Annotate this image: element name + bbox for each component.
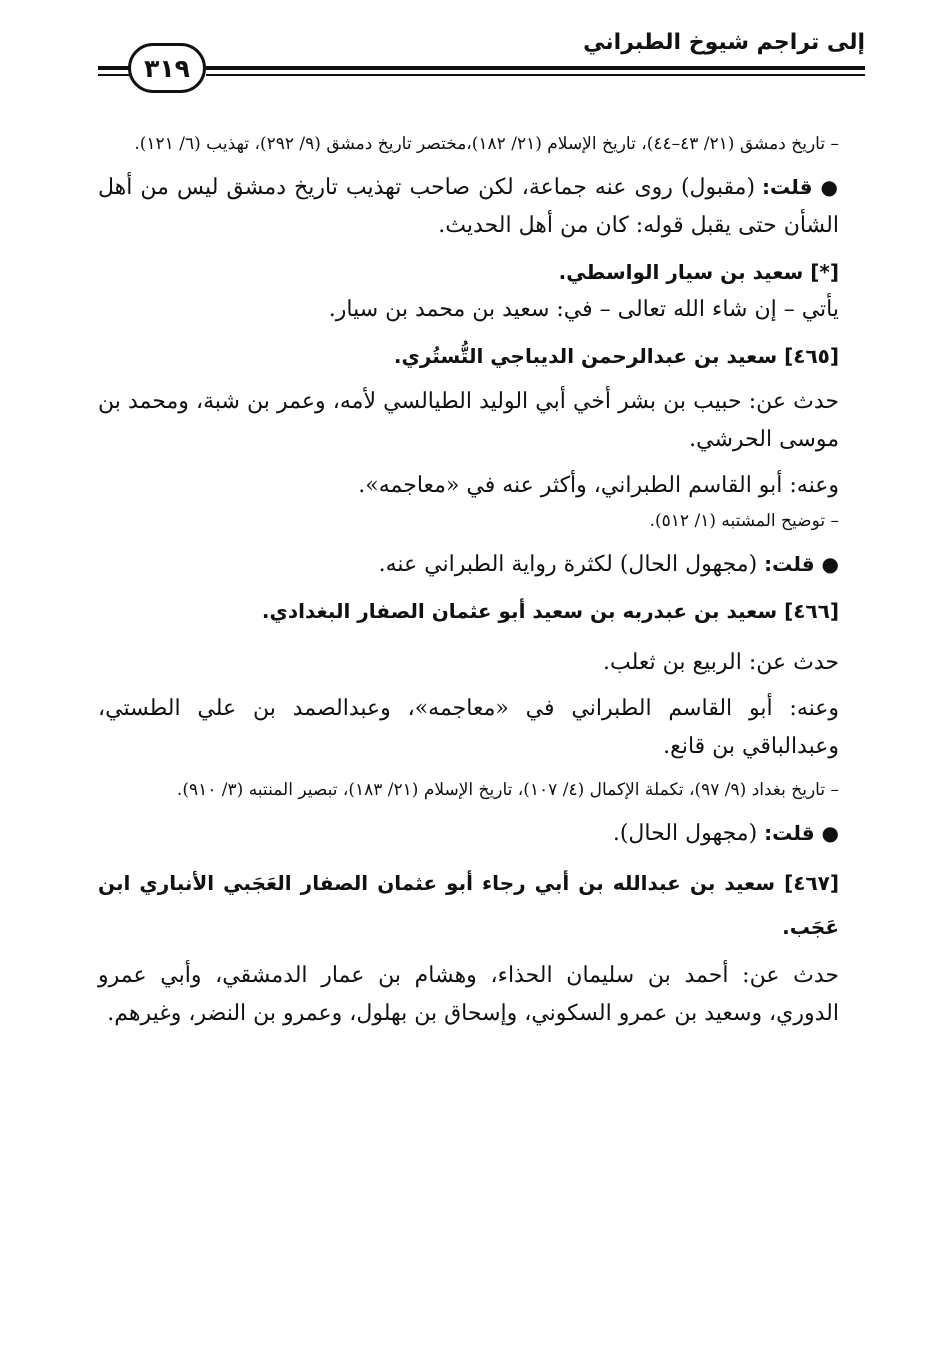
commentary-text: (مجهول الحال) لكثرة رواية الطبراني عنه. [378, 552, 765, 577]
commentary-paragraph [98, 168, 865, 245]
citation-references: – تاريخ بغداد (٩/ ٩٧)، تكملة الإكمال (٤/ ١٠٧)، تاريخ الإسلام (٢١/ ١٨٣)، تبصير المنتبه (٣/ ٩١٠). [176, 780, 839, 800]
page-number: ٣١٩ [144, 53, 190, 83]
entry-heading: [٤٦٦] سعيد بن عبدربه بن سعيد أبو عثمان الصفار البغدادي. [261, 599, 839, 623]
header-rule-thick [206, 66, 865, 70]
commentary-paragraph [98, 545, 865, 584]
header-rule-left-thin [98, 74, 130, 76]
commentary-paragraph [98, 814, 865, 853]
citation-references: – تاريخ دمشق (٢١/ ٤٣–٤٤)، تاريخ الإسلام (٢١/ ١٨٢)،مختصر تاريخ دمشق (٩/ ٢٩٢)، تهذيب (٦/ ١٢١). [134, 134, 839, 154]
running-header-title: إلى تراجم شيوخ الطبراني [583, 30, 865, 55]
commentary-label: ● قلت: [764, 552, 839, 576]
header-rule-left-thick [98, 66, 130, 70]
narrated-from-paragraph: حدث عن: حبيب بن بشر أخي أبي الوليد الطيالسي لأمه، وعمر بن شبة، ومحمد بن موسى الحرشي. [98, 389, 839, 452]
entry-heading: [٤٦٧] سعيد بن عبدالله بن أبي رجاء أبو عثمان الصفار العَجَبي الأنباري ابن عَجَب. [98, 871, 839, 939]
header-rule-thin [206, 74, 865, 76]
narrators-paragraph: وعنه: أبو القاسم الطبراني في «معاجمه»، وعبدالصمد بن علي الطستي، وعبدالباقي بن قانع. [98, 696, 839, 759]
page-number-badge [128, 43, 206, 93]
entry-heading: [٤٦٥] سعيد بن عبدالرحمن الديباجي التُّستُري. [393, 344, 839, 368]
commentary-label: ● قلت: [762, 175, 840, 199]
entry-heading: [*] سعيد بن سيار الواسطي. [558, 260, 839, 284]
narrators-paragraph: وعنه: أبو القاسم الطبراني، وأكثر عنه في «معاجمه». [358, 473, 839, 498]
citation-references: – توضيح المشتبه (١/ ٥١٢). [649, 511, 839, 531]
narrated-from-paragraph: حدث عن: أحمد بن سليمان الحذاء، وهشام بن عمار الدمشقي، وأبي عمرو الدوري، وسعيد بن عمرو السكوني، وإسحاق بن بهلول، وعمرو بن النضر، وغيرهم. [98, 963, 839, 1026]
commentary-label: ● قلت: [764, 821, 839, 845]
narrated-from-paragraph: حدث عن: الربيع بن ثعلب. [602, 650, 839, 675]
cross-reference: يأتي – إن شاء الله تعالى – في: سعيد بن محمد بن سيار. [328, 297, 839, 322]
commentary-text: (مجهول الحال). [612, 821, 765, 846]
commentary-text: (مقبول) روى عنه جماعة، لكن صاحب تهذيب تاريخ دمشق ليس من أهل الشأن حتى يقبل قوله: كان من أهل الحديث. [98, 175, 839, 238]
page-body [98, 128, 865, 1033]
